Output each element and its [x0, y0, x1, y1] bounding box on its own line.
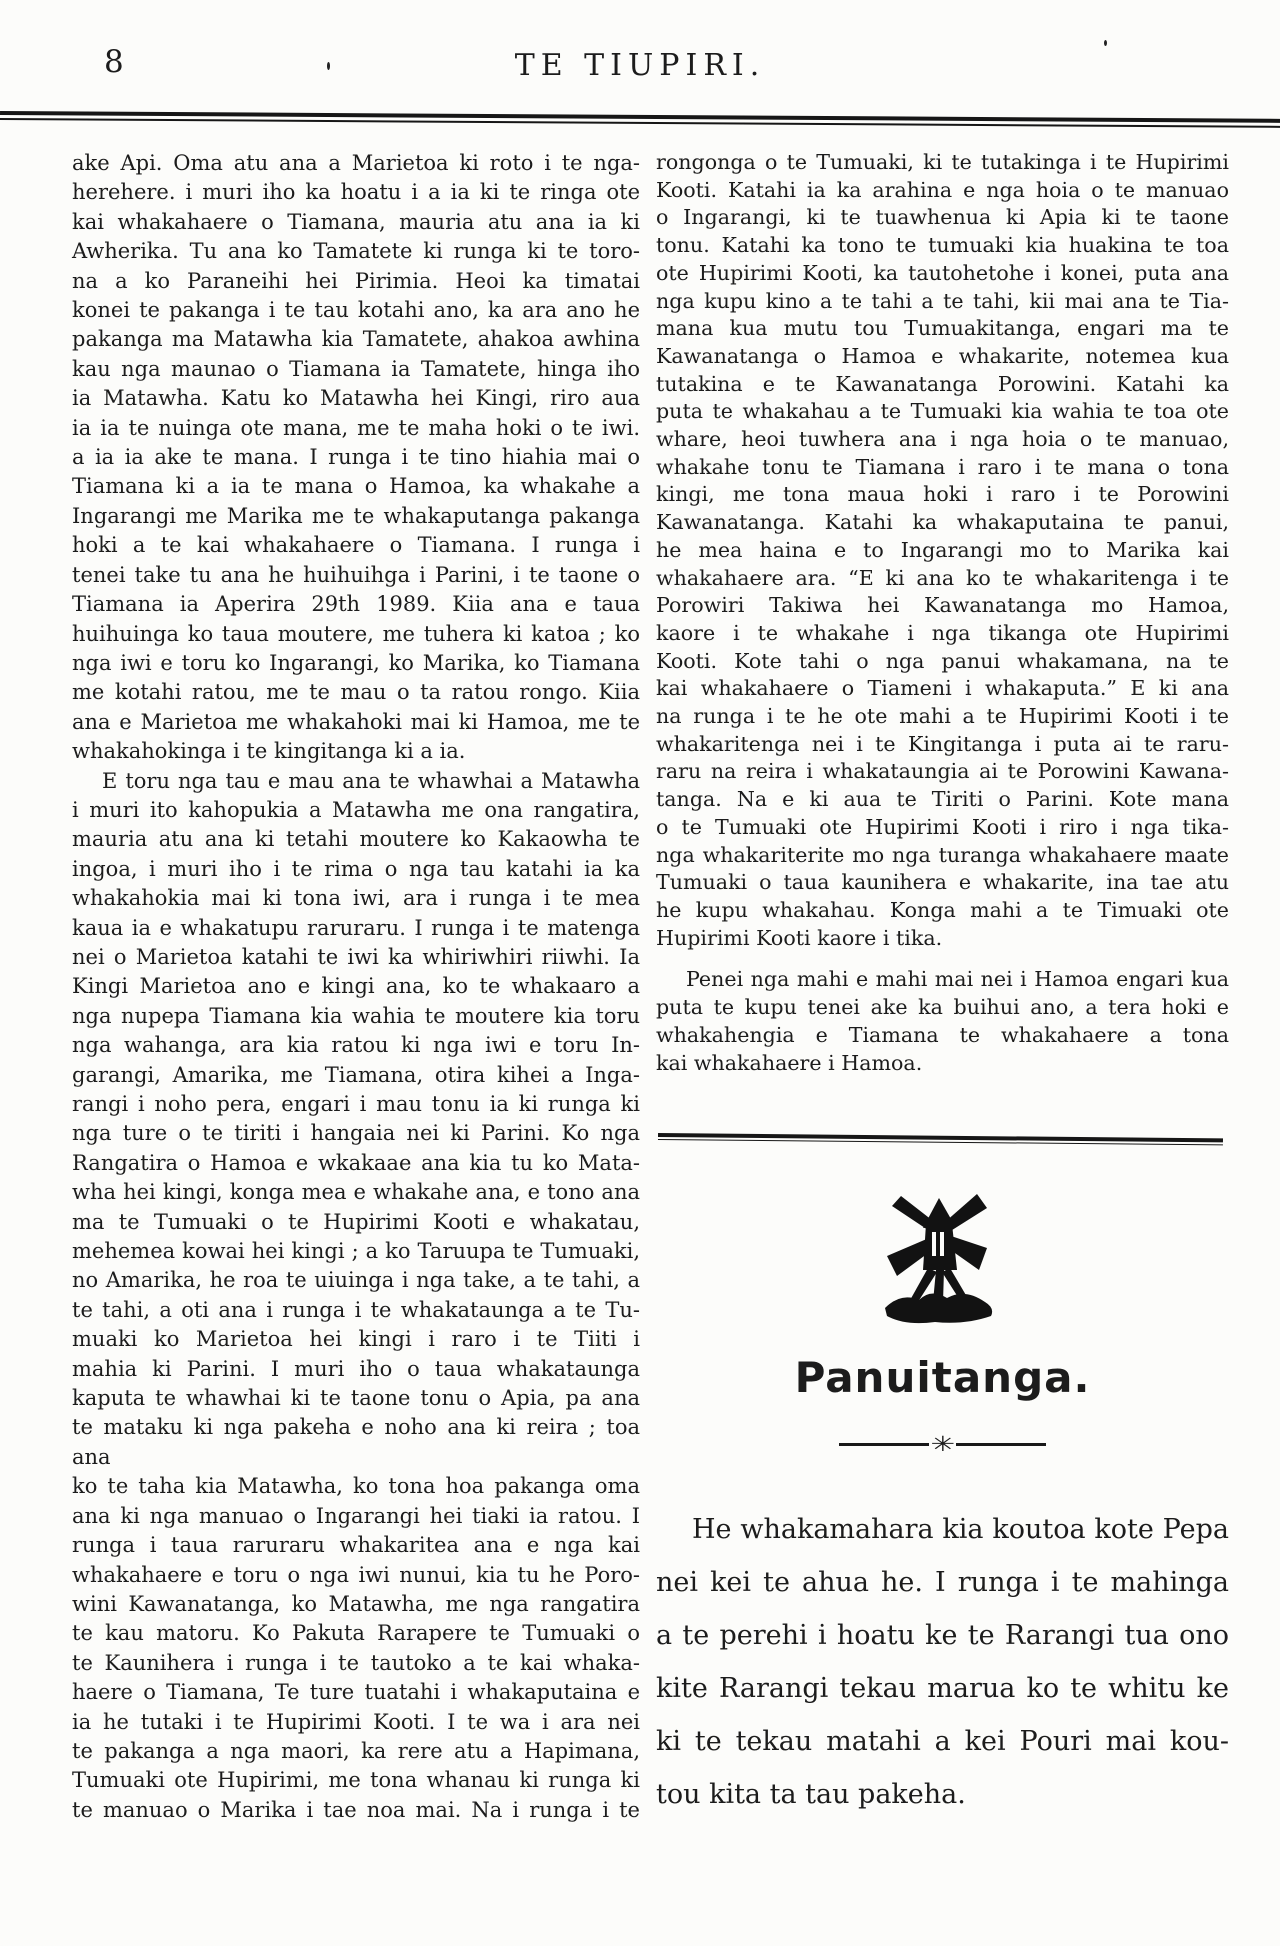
scan-speck: [1104, 40, 1107, 46]
text-line: ia Matawha. Katu ko Matawha hei Kingi, riro aua: [72, 386, 640, 411]
text-line: herehere. i muri iho ka hoatu i a ia ki te ringa ote: [72, 180, 640, 205]
text-line: ma te Tumuaki o te Hupirimi Kooti e whakatau,: [72, 1209, 640, 1234]
text-line: kaore i te whakahe i nga tikanga ote Hupirimi: [656, 620, 1229, 645]
text-line: te tahi, a oti ana i runga i te whakataunga a te Tu-: [72, 1297, 640, 1322]
text-line: hoki a te kai whakahaere o Tiamana. I runga i: [72, 533, 640, 558]
masthead-title: TE TIUPIRI.: [514, 48, 766, 83]
text-line: mahia ki Parini. I muri iho o taua whakataunga: [72, 1356, 640, 1381]
announcement-heading: Panuitanga.: [794, 1352, 1091, 1402]
text-line: tou kita ta tau pakeha.: [656, 1778, 966, 1810]
text-line: huihuinga ko taua moutere, me tuhera ki katoa ; ko: [72, 621, 640, 646]
text-line: mauria atu ana ki tetahi moutere ko Kakaowha te: [72, 827, 640, 852]
text-line: te mataku ki nga pakeha e noho ana ki reira ; toa ana: [72, 1415, 640, 1469]
text-line: o te Tumuaki ote Hupirimi Kooti i riro i nga tika-: [656, 814, 1229, 839]
text-line: ia ia te nuinga ote mana, me te maha hoki o te iwi.: [72, 415, 640, 440]
text-line: o Ingarangi, ki te tuawhenua ki Apia ki te taone: [656, 205, 1229, 230]
text-line: me kotahi ratou, me te mau o ta ratou rongo. Kiia: [72, 680, 640, 705]
text-line: Tumuaki o taua kaunihera e whakarite, ina tae atu: [656, 870, 1229, 895]
text-line: He whakamahara kia koutoa kote Pepa: [692, 1513, 1229, 1545]
text-line: kaputa te whawhai ki te taone tonu o Apia, pa ana: [72, 1386, 640, 1411]
text-line: nga ture o te tiriti i hangaia nei ki Parini. Ko nga: [72, 1121, 640, 1146]
article-paragraph: [72, 767, 640, 1826]
text-line: kai whakahaere i Hamoa.: [656, 1050, 923, 1075]
text-line: muaki ko Marietoa hei kingi i raro i te Tiiti i: [72, 1327, 640, 1352]
text-line: na a ko Paraneihi hei Pirimia. Heoi ka timatai: [72, 268, 640, 293]
text-line: nga nupepa Tiamana kia wahia te moutere kia toru: [72, 1003, 640, 1028]
text-line: ingoa, i muri iho i te rima o nga tau katahi ia ka: [72, 856, 640, 881]
ornament-line: [956, 1443, 1046, 1446]
text-line: whakahe tonu te Tiamana i raro i te mana o tona: [656, 454, 1229, 479]
text-line: i muri ito kahopukia a Matawha me ona rangatira,: [72, 797, 640, 822]
text-line: whakahaere ara. “E ki ana ko te whakaritenga i te: [656, 565, 1229, 590]
text-line: Kooti. Katahi ia ka arahina e nga hoia o te manuao: [656, 177, 1229, 202]
text-line: tutakina e te Kawanatanga Porowini. Katahi ka: [656, 371, 1229, 396]
text-line: no Amarika, he roa te uiuinga i nga take, a te tahi, a: [72, 1268, 640, 1293]
text-line: kite Rarangi tekau marua ko te whitu ke: [656, 1672, 1229, 1704]
announcement-paragraph: [656, 1503, 1229, 1821]
text-line: kai whakahaere o Tiamana, mauria atu ana ia ki: [72, 209, 640, 234]
text-line: Tumuaki ote Hupirimi, me tona whanau ki runga ki: [72, 1768, 640, 1793]
text-line: Kooti. Kote tahi o nga panui whakamana, na te: [656, 648, 1229, 673]
page-number: 8: [104, 44, 124, 80]
text-line: ana e Marietoa me whakahoki mai ki Hamoa, me te: [72, 709, 640, 734]
text-line: wini Kawanatanga, ko Matawha, me nga rangatira: [72, 1591, 640, 1616]
text-line: whakahengia e Tiamana te whakahaere a tona: [656, 1022, 1229, 1047]
text-line: pakanga ma Matawha kia Tamatete, ahakoa awhina: [72, 327, 640, 352]
text-line: rangi i noho pera, engari i mau tonu ia ki runga ki: [72, 1092, 640, 1116]
text-line: garangi, Amarika, me Tiamana, otira kihei a Inga-: [72, 1062, 640, 1087]
text-line: kingi, me tona maua hoki i raro i te Porowini: [656, 482, 1229, 507]
column-layout: [72, 149, 1229, 1825]
text-line: he mea haina e to Ingarangi mo to Marika kai: [656, 537, 1229, 562]
text-line: whakahokia mai ki tona iwi, ara i runga i te mea: [72, 886, 640, 911]
text-line: ki te tekau matahi a kei Pouri mai kou-: [656, 1725, 1229, 1757]
text-line: te pakanga a nga maori, ka rere atu a Hapimana,: [72, 1738, 640, 1763]
text-line: te Kaunihera i runga i te tautoko a te kai whaka-: [72, 1650, 640, 1675]
text-line: E toru nga tau e mau ana te whawhai a Matawha: [102, 768, 640, 793]
text-line: whakahaere e toru o nga iwi nunui, kia tu he Poro-: [72, 1562, 640, 1587]
text-line: whakaritenga nei i te Kingitanga i puta ai te raru-: [656, 731, 1229, 756]
text-line: whare, heoi tuwhera ana i nga hoia o te manuao,: [656, 427, 1229, 452]
text-line: rongonga o te Tumuaki, ki te tutakinga i te Hupirimi: [656, 150, 1229, 174]
text-line: te manuao o Marika i tae noa mai. Na i runga i te: [72, 1797, 640, 1822]
text-line: nga kupu kino a te tahi a te tahi, kii mai ana te Tia-: [656, 288, 1229, 313]
text-line: whakahokinga i te kingitanga ki a ia.: [72, 739, 466, 764]
text-line: kau nga maunao o Tiamana ia Tamatete, hinga iho: [72, 356, 640, 381]
text-line: kaua ia e whakatupu raruraru. I runga i te matenga: [72, 915, 640, 940]
ornament-star-icon: ✳: [930, 1431, 955, 1456]
text-line: raru na reira i whakataungia ai te Porowini Kawana-: [656, 759, 1229, 784]
article-paragraph: [656, 966, 1229, 1077]
text-line: puta te whakahau a te Tumuaki kia wahia te toa ote: [656, 399, 1229, 424]
text-line: te kau matoru. Ko Pakuta Rarapere te Tumuaki o: [72, 1621, 640, 1646]
article-paragraph: [72, 149, 640, 767]
text-line: nga iwi e toru ko Ingarangi, ko Marika, ko Tiamana: [72, 650, 640, 675]
text-line: mana kua mutu tou Tumuakitanga, engari ma te: [656, 316, 1229, 341]
text-line: Hupirimi Kooti kaore i tika.: [656, 925, 943, 950]
text-line: Tiamana ki a ia te mana o Hamoa, ka whakahe a: [72, 474, 640, 499]
text-line: nei kei te ahua he. I runga i te mahinga: [656, 1566, 1229, 1598]
text-line: tanga. Na e ki aua te Tiriti o Parini. Kote mana: [656, 787, 1229, 812]
text-line: Tiamana ia Aperira 29th 1989. Kiia ana e taua: [72, 592, 640, 617]
text-line: Kingi Marietoa ano e kingi ana, ko te whakaaro a: [72, 974, 640, 999]
text-line: runga i taua raruraru whakaritea ana e nga kai: [72, 1533, 640, 1558]
text-line: wha hei kingi, konga mea e whakahe ana, e tono ana: [72, 1180, 640, 1205]
text-line: ia he tutaki i te Hupirimi Kooti. I te wa i ara nei: [72, 1709, 640, 1734]
text-line: Rangatira o Hamoa e wkakaae ana kia tu ko Mata-: [72, 1150, 640, 1175]
ornament-line: [839, 1443, 929, 1446]
text-line: Kawanatanga. Katahi ka whakaputaina te panui,: [656, 510, 1229, 535]
text-line: na runga i te he ote mahi a te Hupirimi Kooti i te: [656, 704, 1229, 729]
left-column: [72, 149, 640, 1825]
text-line: puta te kupu tenei ake ka buihui ano, a tera hoki e: [656, 995, 1229, 1020]
text-line: nga whakariterite mo nga turanga whakahaere maate: [656, 842, 1229, 867]
text-line: ake Api. Oma atu ana a Marietoa ki roto i te nga-: [72, 151, 640, 175]
text-line: konei te pakanga i te tau kotahi ano, ka ara ano he: [72, 298, 640, 323]
text-line: Kawanatanga o Hamoa e whakarite, notemea kua: [656, 343, 1229, 368]
article-paragraph: [656, 149, 1229, 952]
text-line: ko te taha kia Matawha, ko tona hoa pakanga oma: [72, 1474, 640, 1499]
text-line: a ia ia ake te mana. I runga i te tino hiahia mai o: [72, 445, 640, 470]
text-line: tenei take tu ana he huihuihga i Parini, i te taone o: [72, 562, 640, 587]
text-line: Ingarangi me Marika me te whakaputanga pakanga: [72, 503, 640, 528]
text-line: ote Hupirimi Kooti, ka tautohetohe i konei, puta ana: [656, 260, 1229, 285]
text-line: mehemea kowai hei kingi ; a ko Taruupa te Tumuaki,: [72, 1239, 640, 1264]
text-line: haere o Tiamana, Te ture tuatahi i whakaputaina e: [72, 1680, 640, 1705]
text-line: a te perehi i hoatu ke te Rarangi tua ono: [656, 1619, 1229, 1651]
text-line: nei o Marietoa katahi te iwi ka whiriwhiri riiwhi. Ia: [72, 944, 640, 969]
right-column: [656, 149, 1229, 1825]
text-line: nga wahanga, ara kia ratou ki nga iwi e toru In-: [72, 1033, 640, 1058]
header-rule: [0, 111, 1280, 128]
text-line: he kupu whakahau. Konga mahi a te Timuaki ote: [656, 897, 1229, 922]
ornament-divider: [656, 1431, 1229, 1456]
text-line: Awherika. Tu ana ko Tamatete ki runga ki te toro-: [72, 239, 640, 264]
text-line: ana ki nga manuao o Ingarangi hei tiaki ia ratou. I: [72, 1503, 640, 1528]
windmill-illustration: [868, 1178, 1018, 1356]
text-line: Porowiri Takiwa hei Kawanatanga mo Hamoa,: [656, 593, 1229, 618]
text-line: Penei nga mahi e mahi mai nei i Hamoa engari kua: [686, 967, 1229, 992]
scan-speck: [327, 62, 330, 70]
section-rule: [658, 1133, 1223, 1145]
windmill-icon: [873, 1178, 1013, 1348]
text-line: tonu. Katahi ka tono te tumuaki kia huakina te toa: [656, 233, 1229, 258]
text-line: kai whakahaere o Tiameni i whakaputa.” E ki ana: [656, 676, 1229, 701]
